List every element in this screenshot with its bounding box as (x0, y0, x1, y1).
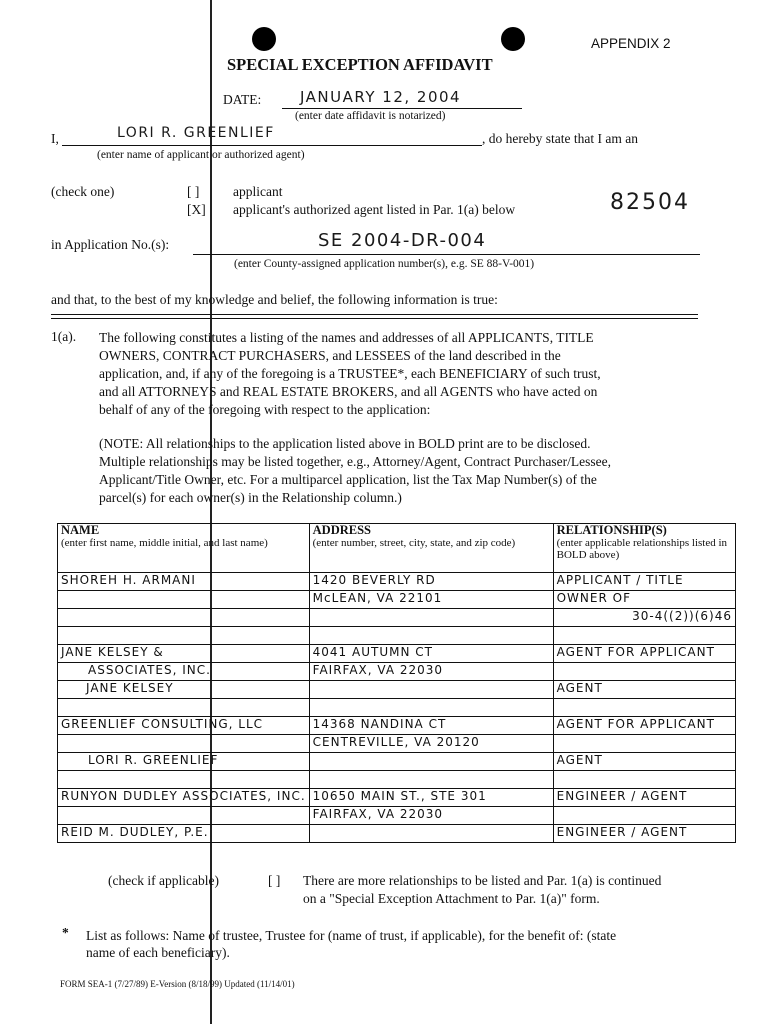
footnote-line-1: List as follows: Name of trustee, Trustee for (name of trust, if applicable), for the benefit of: (state (86, 928, 617, 943)
check-if-applicable-label: (check if applicable) (108, 873, 219, 888)
table-row (58, 591, 736, 609)
cell-relationship[interactable] (553, 771, 735, 789)
cell-address[interactable]: 10650 MAIN ST., STE 301 (309, 789, 553, 807)
table-row (58, 645, 736, 663)
date-underline (282, 108, 522, 109)
continue-checkbox[interactable]: [ ] (268, 873, 281, 888)
cell-address[interactable]: 1420 BEVERLY RD (309, 573, 553, 591)
note-line: (NOTE: All relationships to the application listed above in BOLD print are to be disclosed. (99, 436, 591, 451)
table-body (58, 573, 736, 843)
par1a-line: application, and, if any of the foregoing is a TRUSTEE*, each BENEFICIARY of such trust, (99, 366, 601, 381)
table-row (58, 771, 736, 789)
cell-address[interactable] (309, 753, 553, 771)
cell-relationship[interactable] (553, 699, 735, 717)
relationship-table (57, 523, 736, 843)
cell-name[interactable] (58, 627, 310, 645)
cell-address[interactable] (309, 699, 553, 717)
checkbox-authorized-agent[interactable]: [X] (187, 202, 206, 217)
continue-text-1: There are more relationships to be listed and Par. 1(a) is continued (303, 873, 662, 888)
date-label: DATE: (223, 92, 262, 107)
header-relationship: RELATIONSHIP(S) (enter applicable relationships listed in BOLD above) (553, 524, 735, 573)
footnote-star: * (62, 925, 69, 940)
cell-relationship[interactable]: 30-4((2))(6)46 (553, 609, 735, 627)
punch-hole-right (501, 27, 525, 51)
date-hint: (enter date affidavit is notarized) (295, 110, 446, 122)
table-row (58, 789, 736, 807)
table-row (58, 627, 736, 645)
note-block (99, 435, 719, 507)
application-underline (193, 254, 700, 255)
name-underline (62, 145, 482, 146)
cell-name[interactable] (58, 771, 310, 789)
table-row (58, 753, 736, 771)
header-address: ADDRESS (enter number, street, city, state, and zip code) (309, 524, 553, 573)
table-row (58, 573, 736, 591)
cell-relationship[interactable]: AGENT FOR APPLICANT (553, 717, 735, 735)
table-row (58, 663, 736, 681)
cell-address[interactable]: McLEAN, VA 22101 (309, 591, 553, 609)
cell-relationship[interactable]: AGENT (553, 681, 735, 699)
application-label: in Application No.(s): (51, 237, 170, 252)
cell-address[interactable] (309, 681, 553, 699)
cell-address[interactable]: FAIRFAX, VA 22030 (309, 663, 553, 681)
table-row (58, 699, 736, 717)
par1a-line: and all ATTORNEYS and REAL ESTATE BROKERS, and all AGENTS who have acted on (99, 384, 598, 399)
punch-hole-left (252, 27, 276, 51)
section-divider-2 (51, 318, 698, 319)
par1a-number: 1(a). (51, 329, 77, 344)
section-divider (51, 314, 698, 315)
cell-address[interactable] (309, 771, 553, 789)
cell-name[interactable]: JANE KELSEY & (58, 645, 310, 663)
table-row (58, 807, 736, 825)
cell-name[interactable] (58, 807, 310, 825)
cell-relationship[interactable]: ENGINEER / AGENT (553, 789, 735, 807)
par1a-line: OWNERS, CONTRACT PURCHASERS, and LESSEES of the land described in the (99, 348, 561, 363)
cell-relationship[interactable] (553, 807, 735, 825)
cell-relationship[interactable] (553, 663, 735, 681)
cell-address[interactable] (309, 627, 553, 645)
cell-relationship[interactable]: OWNER OF (553, 591, 735, 609)
cell-address[interactable]: CENTREVILLE, VA 20120 (309, 735, 553, 753)
table-row (58, 681, 736, 699)
par1a-line: behalf of any of the foregoing with respect to the application: (99, 402, 431, 417)
table-header-row (58, 524, 736, 573)
cell-address[interactable]: 14368 NANDINA CT (309, 717, 553, 735)
name-hint: (enter name of applicant or authorized agent) (97, 149, 305, 161)
name-value[interactable]: LORI R. GREENLIEF (117, 125, 275, 141)
cell-relationship[interactable] (553, 627, 735, 645)
table-row (58, 717, 736, 735)
cell-relationship[interactable] (553, 735, 735, 753)
cell-relationship[interactable]: AGENT (553, 753, 735, 771)
page-title: SPECIAL EXCEPTION AFFIDAVIT (227, 55, 493, 74)
name-suffix: , do hereby state that I am an (482, 131, 638, 146)
cell-relationship[interactable]: AGENT FOR APPLICANT (553, 645, 735, 663)
cell-name[interactable] (58, 699, 310, 717)
check-one-label: (check one) (51, 184, 115, 199)
cell-name[interactable]: LORI R. GREENLIEF (58, 753, 310, 771)
cell-name[interactable] (58, 591, 310, 609)
cell-name[interactable] (58, 735, 310, 753)
cell-address[interactable]: 4041 AUTUMN CT (309, 645, 553, 663)
cell-address[interactable] (309, 609, 553, 627)
cell-name[interactable]: GREENLIEF CONSULTING, LLC (58, 717, 310, 735)
form-id: FORM SEA-1 (7/27/89) E-Version (8/18/99) Updated (11/14/01) (60, 979, 295, 989)
knowledge-statement: and that, to the best of my knowledge and belief, the following information is true: (51, 292, 498, 307)
table-row (58, 825, 736, 843)
application-number[interactable]: SE 2004-DR-004 (318, 230, 487, 251)
margin-note: 82504 (610, 190, 690, 215)
cell-address[interactable]: FAIRFAX, VA 22030 (309, 807, 553, 825)
par1a-text (99, 329, 719, 419)
note-line: parcel(s) for each owner(s) in the Relationship column.) (99, 490, 402, 505)
name-prefix: I, (51, 131, 59, 146)
option-applicant-label: applicant (233, 184, 283, 199)
cell-relationship[interactable]: ENGINEER / AGENT (553, 825, 735, 843)
cell-name[interactable]: SHOREH H. ARMANI (58, 573, 310, 591)
cell-relationship[interactable]: APPLICANT / TITLE (553, 573, 735, 591)
table-row (58, 609, 736, 627)
table-row (58, 735, 736, 753)
note-line: Multiple relationships may be listed together, e.g., Attorney/Agent, Contract Purchaser/Lessee, (99, 454, 611, 469)
footnote-line-2: name of each beneficiary). (86, 945, 230, 960)
application-hint: (enter County-assigned application number(s), e.g. SE 88-V-001) (234, 258, 535, 270)
par1a-line: The following constitutes a listing of the names and addresses of all APPLICANTS, TITLE (99, 330, 594, 345)
cell-name[interactable]: ASSOCIATES, INC. (58, 663, 310, 681)
header-name: NAME (enter first name, middle initial, and last name) (58, 524, 310, 573)
date-value[interactable]: JANUARY 12, 2004 (300, 88, 462, 106)
checkbox-applicant[interactable]: [ ] (187, 184, 200, 199)
appendix-label: APPENDIX 2 (591, 36, 671, 51)
cell-name[interactable]: RUNYON DUDLEY ASSOCIATES, INC. (58, 789, 310, 807)
note-line: Applicant/Title Owner, etc. For a multiparcel application, list the Tax Map Number(s) of the (99, 472, 597, 487)
option-agent-label: applicant's authorized agent listed in Par. 1(a) below (233, 202, 516, 217)
continue-text-2: on a "Special Exception Attachment to Par. 1(a)" form. (303, 891, 600, 906)
cell-name[interactable]: JANE KELSEY (58, 681, 310, 699)
cell-name[interactable] (58, 609, 310, 627)
cell-name[interactable]: REID M. DUDLEY, P.E. (58, 825, 310, 843)
cell-address[interactable] (309, 825, 553, 843)
